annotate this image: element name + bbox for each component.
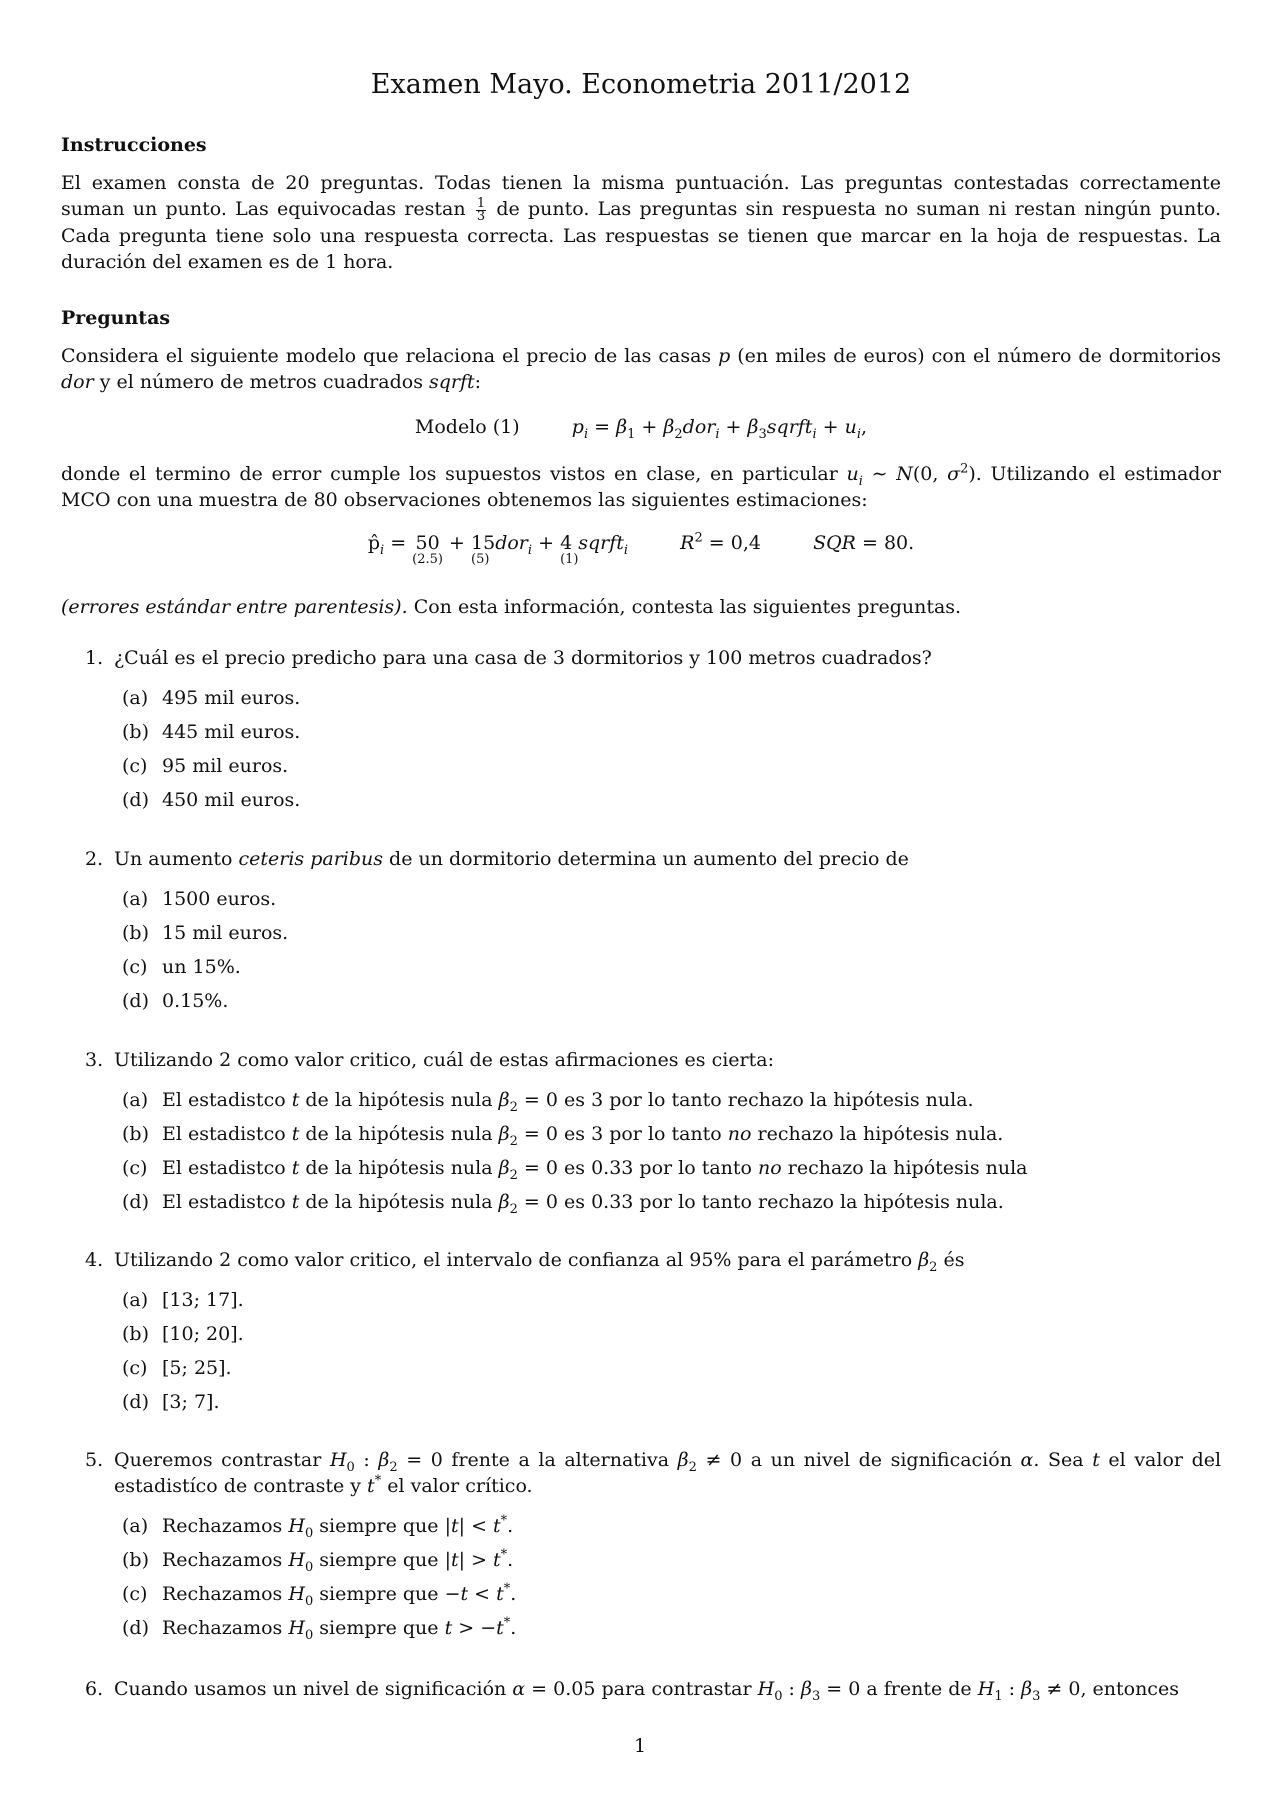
- model-equation: Modelo (1) $p_i = \beta_1 + \beta_2dor_i$ + $\beta_3sqrft_i + u_i$,: [414, 416, 868, 442]
- instructions-text: [61, 170, 1221, 275]
- page-number: 1: [633, 1735, 647, 1757]
- option-3d[interactable]: (d) El estadistco t de la hipótesis nula $\beta_2 = 0$ es 0.33 por lo tanto rechazo la hipótesis nula.: [122, 1191, 1004, 1217]
- option-2b[interactable]: (b) 15 mil euros.: [122, 922, 289, 944]
- question-2: 2. Un aumento ceteris paribus de un dormitorio determina un aumento del precio de (a) 1500 euros. (b) 15 mil euros. (c) un 15%. (d) 0.15%.: [61, 846, 1221, 1018]
- option-2c[interactable]: (c) un 15%.: [122, 956, 241, 978]
- option-3c[interactable]: (c) El estadistco t de la hipótesis nula $\beta_2 = 0$ es 0.33 por lo tanto no rechazo la hipótesis nula: [122, 1157, 1028, 1183]
- question-4: 4. Utilizando 2 como valor critico, el intervalo de confianza al 95% para el parámetro $\beta_2$ és (a) [13; 17]. (b) [10; 20]. (c) [5; 25]. (d) [3; 7].: [61, 1247, 1221, 1419]
- error-assumption-text: donde el termino de error cumple los supuestos vistos en clase, en particular $u_i$ ∼ N(0, $\sigma^2$). Utilizando el estimador MCO con una muestra de 80 observaciones obtenemos las siguientes estimaciones:: [61, 461, 1221, 511]
- r-squared: $R^2 = 0,4$: [680, 530, 761, 554]
- preguntas-heading: Preguntas: [61, 307, 171, 329]
- estimated-equation: $p̂_i$ = 50 (2.5) + 15dor$_i$ (5) + 4 sqrft$_i$ (1) $R^2 = 0,4$ SQR = 80.: [367, 530, 915, 567]
- option-2d[interactable]: (d) 0.15%.: [122, 990, 229, 1012]
- option-4b[interactable]: (b) [10; 20].: [122, 1323, 244, 1345]
- question-6: 6. Cuando usamos un nivel de significación α = 0.05 para contrastar $H_0$ : $\beta_3 = 0$ a frente de $H_1$ : $\beta_3 \ne 0$, entonces: [85, 1678, 1179, 1704]
- sqrft-estimate: 4 sqrft$_i$ (1): [560, 532, 629, 567]
- instructions-text-part2: de punto. Las preguntas sin respuesta no suman ni restan ningún punto. Cada pregunta tiene solo una respuesta correcta. Las respuestas se tienen que marcar en la hoja de respuestas. La duración del examen es de 1 hora.: [61, 198, 1221, 273]
- se-note: (errores estándar entre parentesis). Con esta información, contesta las siguientes preguntas.: [61, 596, 962, 618]
- option-3a[interactable]: (a) El estadistco t de la hipótesis nula $\beta_2 = 0$ es 3 por lo tanto rechazo la hipótesis nula.: [122, 1089, 974, 1115]
- dor-estimate: 15dor$_i$ (5): [471, 532, 533, 567]
- option-4a[interactable]: (a) [13; 17].: [122, 1289, 244, 1311]
- option-4c[interactable]: (c) [5; 25].: [122, 1357, 232, 1379]
- question-5: 5. Queremos contrastar $H_0$ : $\beta_2 = 0$ frente a la alternativa $\beta_2 \ne 0$ a un nivel de significación α. Sea t el valor del estadistíco de contraste y t* el valor crítico. (a) Rechazamos $H_0$ siempre que |t| < t*. (b) Rechazamos $H_0$ siempre que |t| > t*. (c) Rechazamos $H_0$ siempre que −t < t*. (d) Rechazamos $H_0$ siempre que t > −t*.: [61, 1447, 1221, 1645]
- option-1a[interactable]: (a) 495 mil euros.: [122, 687, 301, 709]
- model-label: Modelo (1): [414, 416, 520, 438]
- instructions-text-part1: El examen consta de 20 preguntas. Todas tienen la misma puntuación. Las preguntas contestadas correctamente suman un punto. Las equivocadas restan: [61, 172, 1221, 220]
- option-1b[interactable]: (b) 445 mil euros.: [122, 721, 301, 743]
- option-5d[interactable]: (d) Rechazamos $H_0$ siempre que t > −t*.: [122, 1615, 517, 1643]
- option-1c[interactable]: (c) 95 mil euros.: [122, 755, 289, 777]
- option-5b[interactable]: (b) Rechazamos $H_0$ siempre que |t| > t*.: [122, 1547, 514, 1575]
- option-5c[interactable]: (c) Rechazamos $H_0$ siempre que −t < t*.: [122, 1581, 517, 1609]
- option-4d[interactable]: (d) [3; 7].: [122, 1391, 220, 1413]
- intercept-estimate: 50 (2.5): [412, 532, 443, 567]
- option-3b[interactable]: (b) El estadistco t de la hipótesis nula $\beta_2 = 0$ es 3 por lo tanto no rechazo la hipótesis nula.: [122, 1123, 1004, 1149]
- model-intro: Considera el siguiente modelo que relaciona el precio de las casas p (en miles de euros) con el número de dormitorios dor y el número de metros cuadrados sqrft:: [61, 345, 1221, 393]
- sqr-value: SQR = 80.: [813, 532, 915, 554]
- option-5a[interactable]: (a) Rechazamos $H_0$ siempre que |t| < t*.: [122, 1513, 514, 1541]
- question-1: 1. ¿Cuál es el precio predicho para una casa de 3 dormitorios y 100 metros cuadrados? (a) 495 mil euros. (b) 445 mil euros. (c) 95 mil euros. (d) 450 mil euros.: [61, 645, 1221, 817]
- instructions-heading: Instrucciones: [61, 134, 207, 156]
- option-2a[interactable]: (a) 1500 euros.: [122, 888, 277, 910]
- option-1d[interactable]: (d) 450 mil euros.: [122, 789, 301, 811]
- one-third-fraction: $\frac{1}{3}$: [476, 195, 486, 224]
- question-3: 3. Utilizando 2 como valor critico, cuál de estas afirmaciones es cierta: (a) El estadistco t de la hipótesis nula $\beta_2 = 0$ es 3 por lo tanto rechazo la hipótesis nula. (b) El estadistco t de la hipótesis nula $\beta_2 = 0$ es 3 por lo tanto no rechazo la hipótesis nula. (c) El estadistco t de la hipótesis nula $\beta_2 = 0$ es 0.33 por lo tanto no rechazo la hipótesis nula (d) El estadistco t de la hipótesis nula $\beta_2 = 0$ es 0.33 por lo tanto rechazo la hipótesis nula.: [61, 1047, 1221, 1219]
- page-title: Examen Mayo. Econometria 2011/2012: [370, 69, 912, 100]
